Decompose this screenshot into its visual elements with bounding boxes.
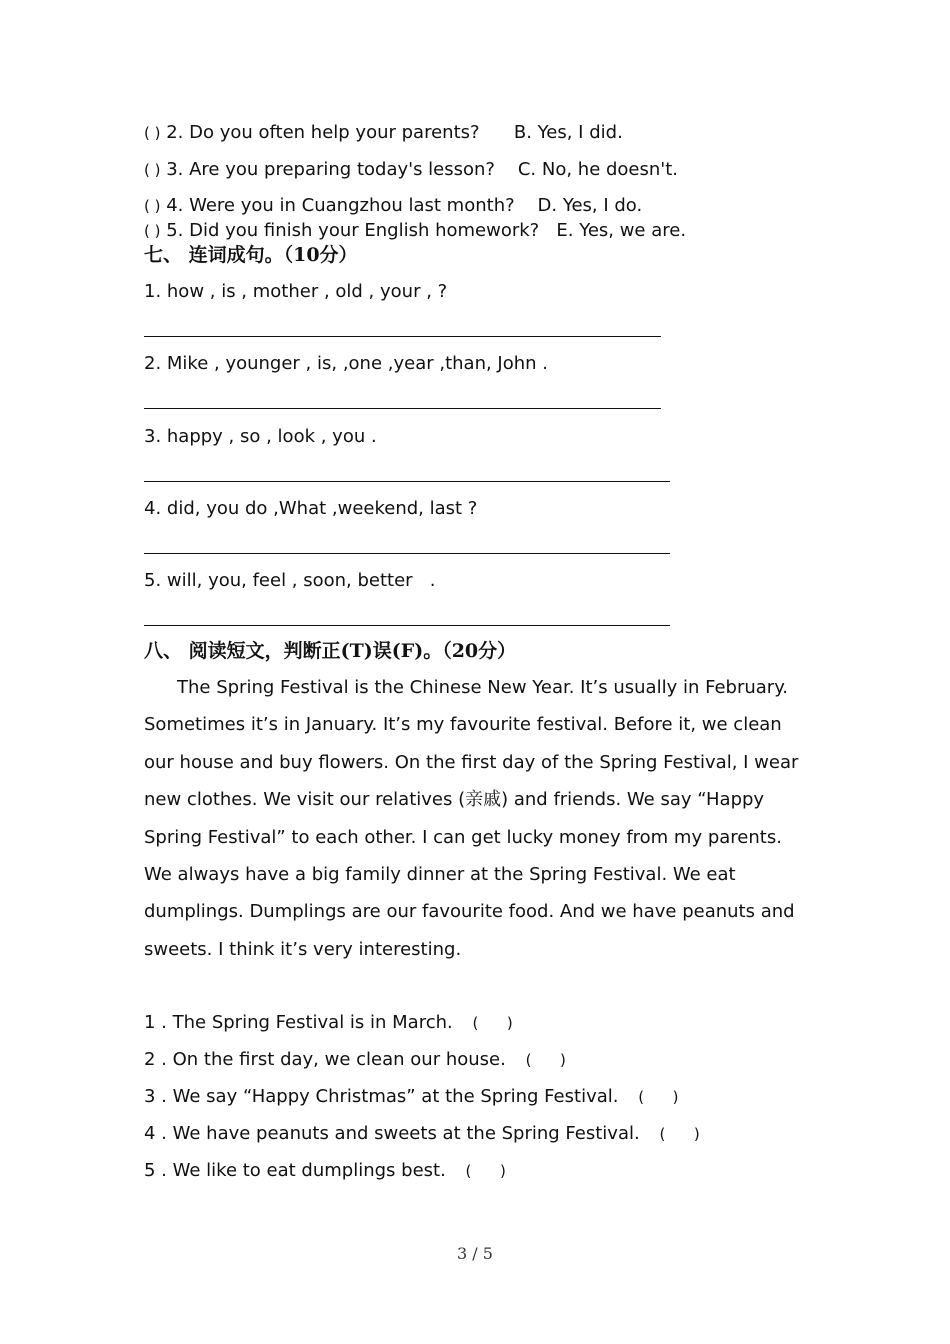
answer-line-2[interactable] [144,408,661,409]
answer-paren[interactable]: ( ) [465,1162,506,1180]
matching-item-2 [144,124,623,142]
tf-question-1 [144,1014,513,1032]
sentence-item-4: 4. did, you do ,What ,weekend, last ? [144,498,478,519]
answer-line-3[interactable] [144,481,670,482]
section8-title: 八、 阅读短文，判断正(T)误(F)。（20分） [144,640,517,662]
matching-text: 4. Were you in Cuangzhou last month? D. Yes, I do. [166,195,643,216]
answer-paren[interactable]: ( ) [144,124,161,142]
question-text: 4 . We have peanuts and sweets at the Spring Festival. [144,1123,640,1144]
question-text: 3 . We say “Happy Christmas” at the Spring Festival. [144,1086,619,1107]
question-text: 1 . The Spring Festival is in March. [144,1012,453,1033]
matching-text: 3. Are you preparing today's lesson? C. No, he doesn't. [166,159,679,180]
answer-paren[interactable]: ( ) [525,1051,566,1069]
section7-title: 七、 连词成句。（10分） [144,244,358,266]
answer-paren[interactable]: ( ) [144,161,161,179]
answer-paren[interactable]: ( ) [659,1125,700,1143]
sentence-item-3: 3. happy , so , look , you . [144,426,377,447]
page-number: 3 / 5 [457,1244,493,1263]
tf-question-4 [144,1125,700,1143]
matching-item-3 [144,161,678,179]
sentence-item-1: 1. how , is , mother , old , your , ? [144,281,448,302]
question-text: 5 . We like to eat dumplings best. [144,1160,446,1181]
reading-passage: The Spring Festival is the Chinese New Year. It’s usually in February. Sometimes it’s in January. It’s my favourite festival. Before it, we clean our house and buy flowers. On the first day of the Spring Festival, I wear new clothes. We visit our relatives (亲戚) and friends. We say “Happy Spring Festival” to each other. I can get lucky money from my parents. We always have a big family dinner at the Spring Festival. We eat dumplings. Dumplings are our favourite food. And we have peanuts and sweets. I think it’s very interesting. [144,677,799,960]
answer-paren[interactable]: ( ) [638,1088,679,1106]
answer-paren[interactable]: ( ) [144,222,161,240]
sentence-item-5: 5. will, you, feel , soon, better . [144,570,436,591]
matching-text: 5. Did you finish your English homework? E. Yes, we are. [166,220,687,241]
tf-question-5 [144,1162,506,1180]
answer-paren[interactable]: ( ) [144,197,161,215]
matching-item-4 [144,197,642,215]
answer-line-5[interactable] [144,625,670,626]
tf-question-3 [144,1088,679,1106]
answer-paren[interactable]: ( ) [472,1014,513,1032]
tf-question-2 [144,1051,566,1069]
matching-text: 2. Do you often help your parents? B. Yes, I did. [166,122,623,143]
answer-line-1[interactable] [144,336,661,337]
matching-item-5 [144,222,686,240]
answer-line-4[interactable] [144,553,670,554]
question-text: 2 . On the first day, we clean our house. [144,1049,506,1070]
sentence-item-2: 2. Mike , younger , is, ,one ,year ,than, John . [144,353,549,374]
